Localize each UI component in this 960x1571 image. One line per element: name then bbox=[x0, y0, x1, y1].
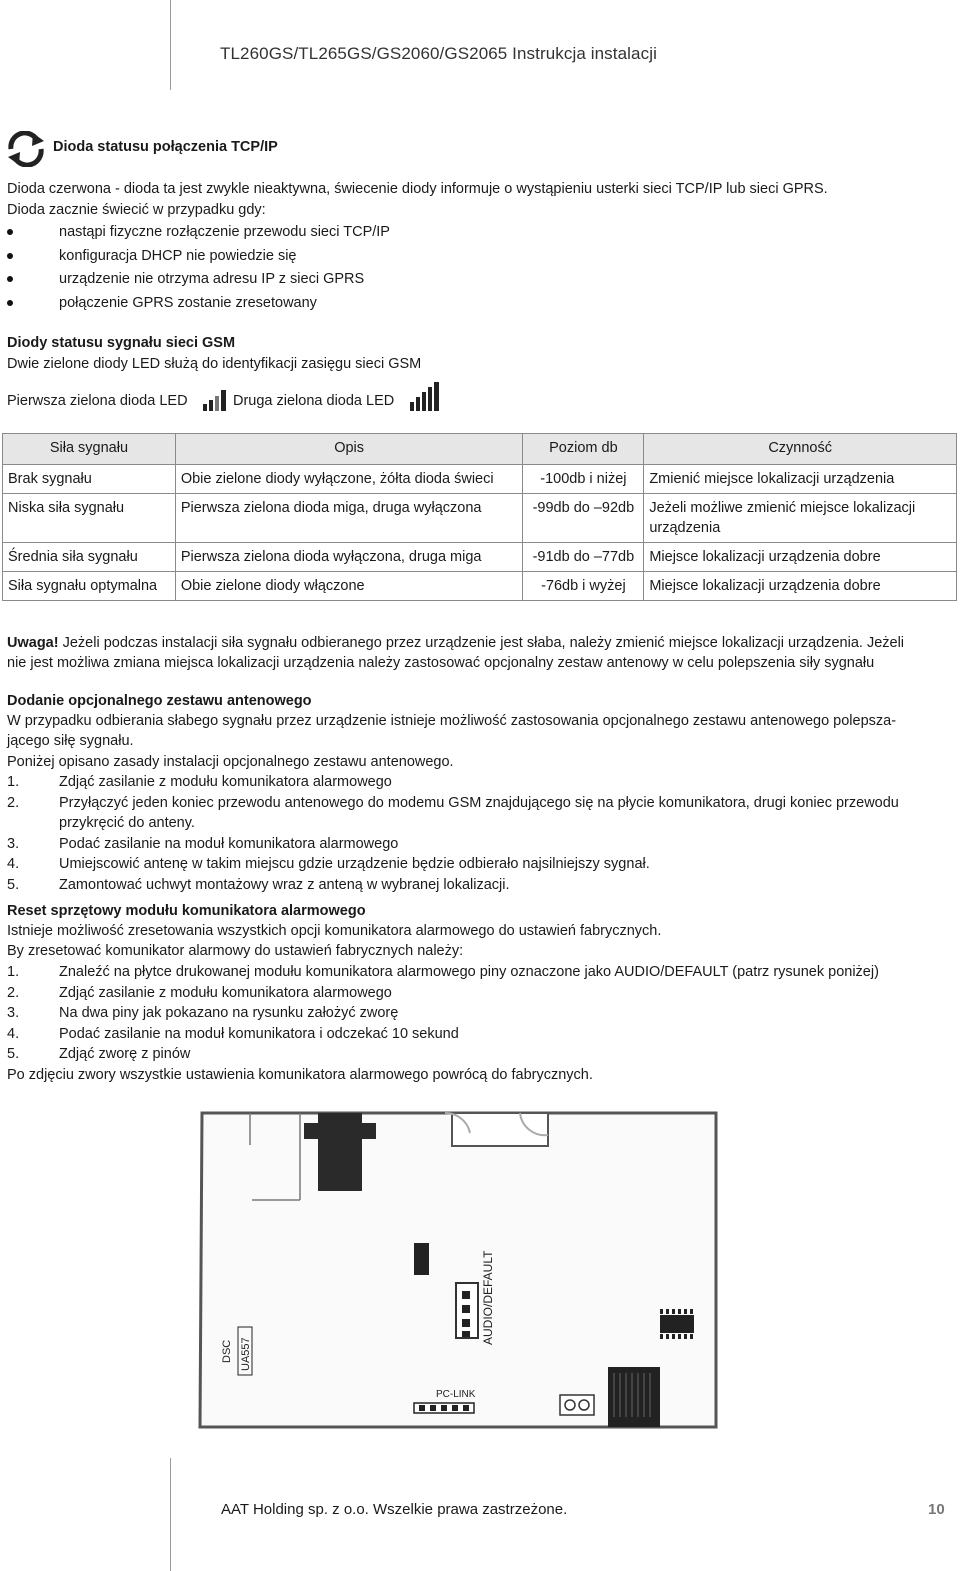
step-text: Umiejscowić antenę w takim miejscu gdzie urządzenie będzie odbierało najsilniejszy sygnał. bbox=[59, 856, 650, 872]
table-row bbox=[3, 543, 957, 572]
step-number: 2. bbox=[7, 794, 20, 811]
refresh-arrows-icon bbox=[5, 131, 47, 167]
list-item bbox=[7, 1024, 952, 1045]
table-cell: Miejsce lokalizacji urządzenia dobre bbox=[644, 543, 957, 572]
tcpip-intro-line2: Dioda zacznie świecić w przypadku gdy: bbox=[7, 202, 266, 218]
list-item bbox=[7, 875, 952, 896]
table-cell: Brak sygnału bbox=[3, 465, 176, 494]
step-text: Zdjąć zasilanie z modułu komunikatora alarmowego bbox=[59, 984, 392, 1001]
table-header-row bbox=[3, 434, 957, 465]
list-item bbox=[7, 1044, 952, 1065]
pcb-board-diagram bbox=[190, 1105, 730, 1437]
column-header: Opis bbox=[175, 434, 523, 465]
table-cell: Niska siła sygnału bbox=[3, 494, 176, 543]
step-number: 5. bbox=[7, 1046, 20, 1062]
signal-low-bars-icon bbox=[203, 388, 229, 412]
tcpip-intro-line1: Dioda czerwona - dioda ta jest zwykle nieaktywna, świecenie diody informuje o wystąpieniu usterki sieci TCP/IP lub sieci GPRS. bbox=[7, 181, 828, 197]
list-item bbox=[7, 834, 952, 855]
table-cell: -91db do –77db bbox=[523, 543, 644, 572]
reset-para1: Istnieje możliwość zresetowania wszystkich opcji komunikatora alarmowego do ustawień fabrycznych. bbox=[7, 923, 662, 939]
step-text: Przyłączyć jeden koniec przewodu antenowego do modemu GSM znajdującego się na płycie komunikatora, drugi koniec przewodu przykręcić do anteny. bbox=[59, 794, 899, 831]
step-number: 1. bbox=[7, 964, 20, 980]
led2-label: Druga zielona dioda LED bbox=[233, 393, 395, 409]
antenna-para1-line2: jącego siłę sygnału. bbox=[7, 733, 134, 749]
table-cell: Średnia siła sygnału bbox=[3, 543, 176, 572]
reset-para3: Po zdjęciu zwory wszystkie ustawienia komunikatora alarmowego powrócą do fabrycznych. bbox=[7, 1067, 593, 1083]
column-header: Siła sygnału bbox=[3, 434, 176, 465]
list-item bbox=[7, 772, 952, 793]
table-cell: Miejsce lokalizacji urządzenia dobre bbox=[644, 572, 957, 601]
list-item: połączenie GPRS zostanie zresetowany bbox=[7, 293, 390, 317]
table-cell: -99db do –92db bbox=[523, 494, 644, 543]
list-item bbox=[7, 854, 952, 875]
dsc-label: DSC bbox=[221, 1339, 233, 1363]
step-text: Zdjąć zasilanie z modułu komunikatora alarmowego bbox=[59, 774, 392, 790]
table-cell: -76db i wyżej bbox=[523, 572, 644, 601]
step-number: 4. bbox=[7, 856, 20, 872]
step-text: Na dwa piny jak pokazano na rysunku założyć zworę bbox=[59, 1005, 399, 1021]
step-number: 1. bbox=[7, 774, 20, 790]
antenna-para2: Poniżej opisano zasady instalacji opcjonalnego zestawu antenowego. bbox=[7, 754, 454, 770]
table-cell: Pierwsza zielona dioda wyłączona, druga miga bbox=[175, 543, 523, 572]
list-item: nastąpi fizyczne rozłączenie przewodu sieci TCP/IP bbox=[7, 222, 390, 246]
reset-para2: By zresetować komunikator alarmowy do ustawień fabrycznych należy: bbox=[7, 943, 464, 959]
signal-strength-table bbox=[2, 433, 957, 601]
warning-line1 bbox=[7, 633, 955, 654]
table-cell: Obie zielone diody włączone bbox=[175, 572, 523, 601]
table-cell: Siła sygnału optymalna bbox=[3, 572, 176, 601]
table-cell: -100db i niżej bbox=[523, 465, 644, 494]
table-cell: Obie zielone diody wyłączone, żółta dioda świeci bbox=[175, 465, 523, 494]
antenna-section-title: Dodanie opcjonalnego zestawu antenowego bbox=[7, 693, 312, 709]
column-header: Poziom db bbox=[523, 434, 644, 465]
gsm-section-title: Diody statusu sygnału sieci GSM bbox=[7, 335, 236, 351]
model-label: UA557 bbox=[240, 1337, 252, 1371]
step-text: Znaleźć na płytce drukowanej modułu komunikatora alarmowego piny oznaczone jako AUDIO/DEFAULT (patrz rysunek poniżej) bbox=[59, 964, 879, 980]
step-text: Podać zasilanie na moduł komunikatora alarmowego bbox=[59, 835, 399, 852]
list-item bbox=[7, 983, 952, 1004]
step-number: 3. bbox=[7, 835, 20, 852]
table-row bbox=[3, 465, 957, 494]
tcpip-section-title: Dioda statusu połączenia TCP/IP bbox=[53, 139, 278, 155]
tcpip-bullet-list bbox=[7, 222, 390, 316]
table-cell: Zmienić miejsce lokalizacji urządzenia bbox=[644, 465, 957, 494]
step-text: Podać zasilanie na moduł komunikatora i odczekać 10 sekund bbox=[59, 1025, 459, 1042]
warning-text: Jeżeli podczas instalacji siła sygnału odbieranego przez urządzenie jest słaba, należy zmienić miejsce lokalizacji urządzenia. Jeżeli bbox=[58, 635, 905, 651]
table-row bbox=[3, 494, 957, 543]
table-cell: Jeżeli możliwe zmienić miejsce lokalizacji urządzenia bbox=[644, 494, 957, 543]
document-title: TL260GS/TL265GS/GS2060/GS2065 Instrukcja instalacji bbox=[220, 44, 657, 63]
led1-label: Pierwsza zielona dioda LED bbox=[7, 393, 188, 409]
reset-section-title: Reset sprzętowy modułu komunikatora alarmowego bbox=[7, 903, 366, 919]
step-number: 3. bbox=[7, 1005, 20, 1021]
reset-steps-list bbox=[7, 962, 952, 1065]
footer-divider bbox=[170, 1458, 171, 1571]
step-number: 5. bbox=[7, 876, 20, 893]
gsm-subtitle: Dwie zielone diody LED służą do identyfikacji zasięgu sieci GSM bbox=[7, 356, 422, 372]
warning-label: Uwaga! bbox=[7, 635, 59, 651]
audio-default-label: AUDIO/DEFAULT bbox=[481, 1250, 495, 1345]
column-header: Czynność bbox=[644, 434, 957, 465]
list-item bbox=[7, 793, 952, 834]
antenna-para1-line1: W przypadku odbierania słabego sygnału przez urządzenie istnieje możliwość zastosowania opcjonalnego zestawu antenowego polepsza- bbox=[7, 713, 897, 729]
warning-line2: nie jest możliwa zmiana miejsca lokalizacji urządzenia należy zastosować opcjonalny zestaw antenowy w celu polepszenia siły sygnału bbox=[7, 655, 875, 671]
footer-copyright: AAT Holding sp. z o.o. Wszelkie prawa zastrzeżone. bbox=[221, 1501, 568, 1518]
list-item bbox=[7, 962, 952, 983]
step-text: Zamontować uchwyt montażowy wraz z anteną w wybranej lokalizacji. bbox=[59, 876, 510, 893]
list-item bbox=[7, 1003, 952, 1024]
pc-link-label: PC-LINK bbox=[436, 1389, 476, 1400]
table-row bbox=[3, 572, 957, 601]
table-cell: Pierwsza zielona dioda miga, druga wyłączona bbox=[175, 494, 523, 543]
signal-full-bars-icon bbox=[410, 382, 442, 412]
antenna-steps-list bbox=[7, 772, 952, 895]
list-item: urządzenie nie otrzyma adresu IP z sieci GPRS bbox=[7, 269, 390, 293]
list-item: konfiguracja DHCP nie powiedzie się bbox=[7, 246, 390, 270]
step-number: 4. bbox=[7, 1025, 20, 1042]
header-divider bbox=[170, 0, 171, 90]
step-text: Zdjąć zworę z pinów bbox=[59, 1046, 191, 1062]
step-number: 2. bbox=[7, 984, 20, 1001]
page-number: 10 bbox=[928, 1501, 945, 1518]
